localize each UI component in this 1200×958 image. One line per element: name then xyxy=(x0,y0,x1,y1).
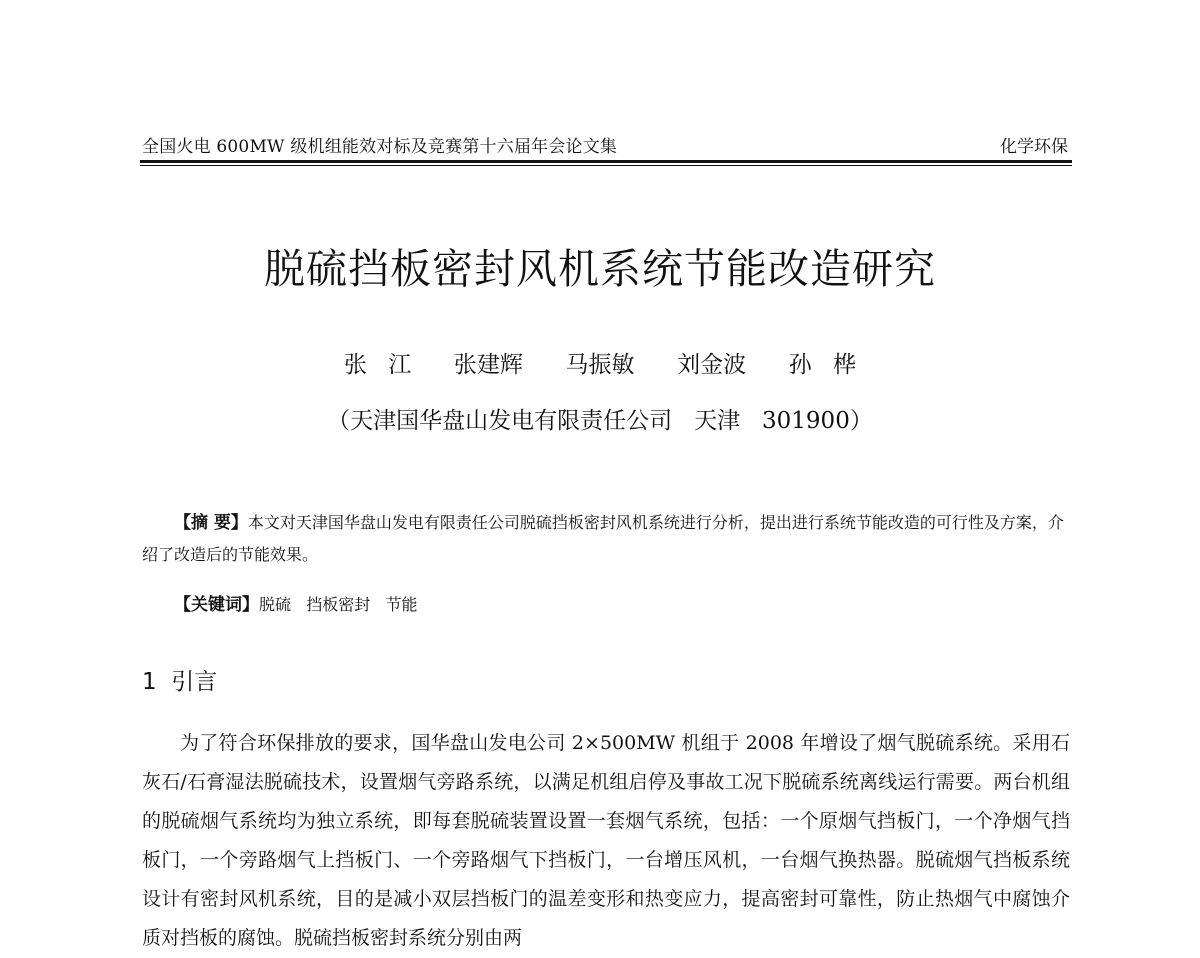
keywords-text: 脱硫 挡板密封 节能 xyxy=(259,595,418,614)
keywords-label: 【关键词】 xyxy=(174,595,259,615)
paper-title: 脱硫挡板密封风机系统节能改造研究 xyxy=(264,245,936,293)
abstract xyxy=(142,507,1070,571)
abstract-label: 【摘 要】 xyxy=(174,513,248,533)
body-paragraph: 为了符合环保排放的要求，国华盘山发电公司 2×500MW 机组于 2008 年增设了烟气脱硫系统。采用石灰石/石膏湿法脱硫技术，设置烟气旁路系统，以满足机组启停及事故工况下脱硫系统离线运行需要。两台机组的脱硫烟气系统均为独立系统，即每套脱硫装置设置一套烟气系统，包括：一个原烟气挡板门，一个净烟气挡板门，一个旁路烟气上挡板门、一个旁路烟气下挡板门，一台增压风机，一台烟气换热器。脱硫烟气挡板系统设计有密封风机系统，目的是减小双层挡板门的温差变形和热变应力，提高密封可靠性，防止热烟气中腐蚀介质对挡板的腐蚀。脱硫挡板密封系统分别由两 xyxy=(142,732,1070,949)
section-heading-introduction: 1 引言 xyxy=(142,669,218,695)
running-header xyxy=(140,132,1070,158)
affiliation: （天津国华盘山发电有限责任公司 天津 301900） xyxy=(327,408,873,434)
abstract-text: 本文对天津国华盘山发电有限责任公司脱硫挡板密封风机系统进行分析，提出进行系统节能改造的可行性及方案，介绍了改造后的节能效果。 xyxy=(142,513,1064,564)
proceedings-title: 全国火电 600MW 级机组能效对标及竞赛第十六届年会论文集 xyxy=(142,137,618,157)
header-rule-thin xyxy=(140,165,1072,166)
keywords xyxy=(174,590,418,615)
header-rule-thick xyxy=(140,160,1072,163)
author-list: 张 江 张建辉 马振敏 刘金波 孙 桦 xyxy=(343,352,857,378)
section-category: 化学环保 xyxy=(1000,137,1068,157)
